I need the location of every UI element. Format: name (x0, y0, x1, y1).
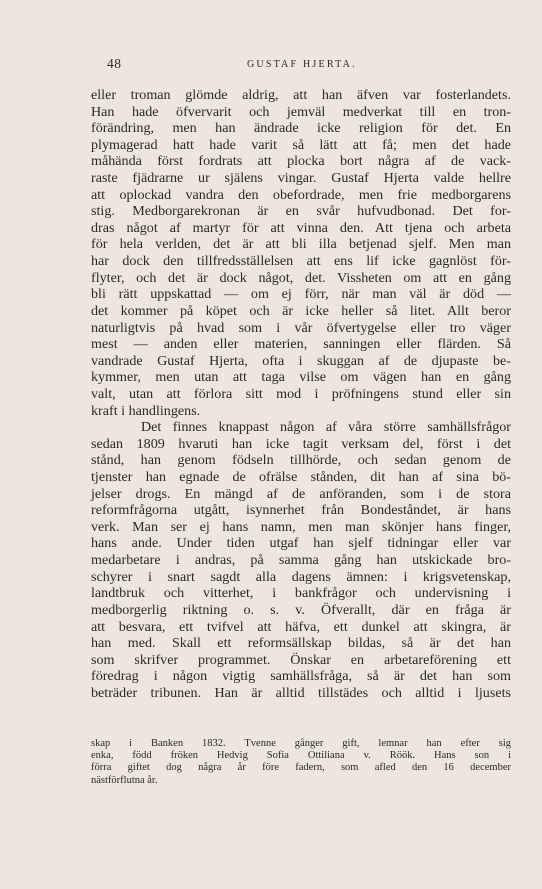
text-line: hans ande. Under tiden utgaf han sjelf tidningar eller var (91, 535, 511, 552)
text-line: medarbetare i andras, på samma gång han utskickade bro- (91, 552, 511, 569)
text-line: raste fjädrarne ur själens vingar. Gustaf Hjerta valde hellre (91, 170, 511, 187)
footnote-line: skap i Banken 1832. Tvenne gånger gift, lemnar han efter sig (91, 738, 511, 749)
text-line: föredrag i någon vigtig samhällsfråga, så är det han som (91, 668, 511, 685)
body-text (91, 87, 511, 702)
text-line: plymagerad hatt hade varit så lätt att få; men det hade (91, 136, 511, 153)
text-line: har dock den tillfredsställelsen att ens lif icke gagnlöst för- (91, 253, 511, 270)
text-line: måhända först fordrats att plocka bort några af de vack- (91, 153, 511, 170)
footnote-line: nästförflutna år. (91, 774, 158, 786)
footnote-line: förra giftet dog några år före fadern, som afled den 16 december (91, 762, 511, 774)
text-line: att oplockad vandra den obefordrade, men frie medborgarens (91, 186, 511, 203)
text-line: valt, utan att förlora sitt mod i pröfningens stund eller sin (91, 385, 511, 402)
text-line: tjenster han egnade de ofrälse stånden, dit han af sina bö- (91, 469, 511, 486)
text-line: han med. Skall ett reformsällskap bildas, så är det han (91, 635, 511, 652)
text-line: stånd, han genom födseln tillhörde, och sedan genom de (91, 452, 511, 469)
text-line: naturligtvis på hvad som i vår öfvertygelse eller tro väger (91, 319, 511, 336)
text-line: schyrer i snart sagdt alla dagens ämnen: i krigsvetenskap, (91, 568, 511, 585)
text-line: medborgerlig riktning o. s. v. Öfverallt, där en fråga är (91, 601, 511, 618)
text-line: jelser drogs. En mängd af de anföranden, som i de stora (91, 485, 511, 502)
text-line: Han hade öfvervarit och jemväl medverkat till en tron- (91, 103, 511, 120)
text-line: dras något af martyr för att vinna den. Att tjena och arbeta (91, 219, 511, 236)
text-line: verk. Man ser ej hans namn, men man skönjer hans finger, (91, 518, 511, 535)
text-line: bli rätt uppskattad — om ej förr, när man väl är död — (91, 286, 511, 303)
text-line: för hela verlden, det är att bli illa betjenad sjelf. Men man (91, 236, 511, 253)
page-number: 48 (107, 56, 122, 71)
footnote-line: enka, född fröken Hedvig Sofia Ottiliana v. Röök. Hans son i (91, 750, 511, 762)
text-line: sedan 1809 hvaruti han icke tagit verksam del, först i det (91, 435, 511, 452)
text-line: beträder tribunen. Han är alltid tillstädes och alltid i ljusets (91, 684, 511, 701)
text-line: Det finnes knappast någon af våra större samhällsfrågor (141, 419, 511, 436)
text-line: landtbruk och vitterhet, i bankfrågor och undervisning i (91, 585, 511, 602)
text-line: reformfrågorna utgått, isynnerhet från Bondeståndet, är hans (91, 502, 511, 519)
text-line: förändring, men han ändrade icke religion för det. En (91, 120, 511, 137)
footnote (91, 738, 511, 787)
page-header (0, 56, 542, 76)
text-line: kraft i handlingens. (91, 402, 201, 419)
text-line: att besvara, ett tvifvel att häfva, ett dunkel att skingra, är (91, 618, 511, 635)
text-line: vandrade Gustaf Hjerta, ofta i skuggan af de djupaste be- (91, 352, 511, 369)
text-line: som skrifver programmet. Önskar en arbetareförening ett (91, 651, 511, 668)
paragraph-2 (91, 419, 511, 701)
running-head: GUSTAF HJERTA. (247, 59, 357, 70)
text-line: stig. Medborgarekronan är en svår hufvudbonad. Det for- (91, 203, 511, 220)
text-line: eller troman glömde aldrig, att han äfven var fosterlandets. (91, 87, 511, 103)
paragraph-1 (91, 87, 511, 419)
text-line: det kommer på köpet och är icke heller så litet. Allt beror (91, 302, 511, 319)
text-line: kymmer, men utan att taga vilse om vägen han en gång (91, 369, 511, 386)
text-line: mest — anden eller materien, sanningen eller flärden. Så (91, 336, 511, 353)
text-line: flyter, och det är dock något, det. Vissheten om att en gång (91, 269, 511, 286)
